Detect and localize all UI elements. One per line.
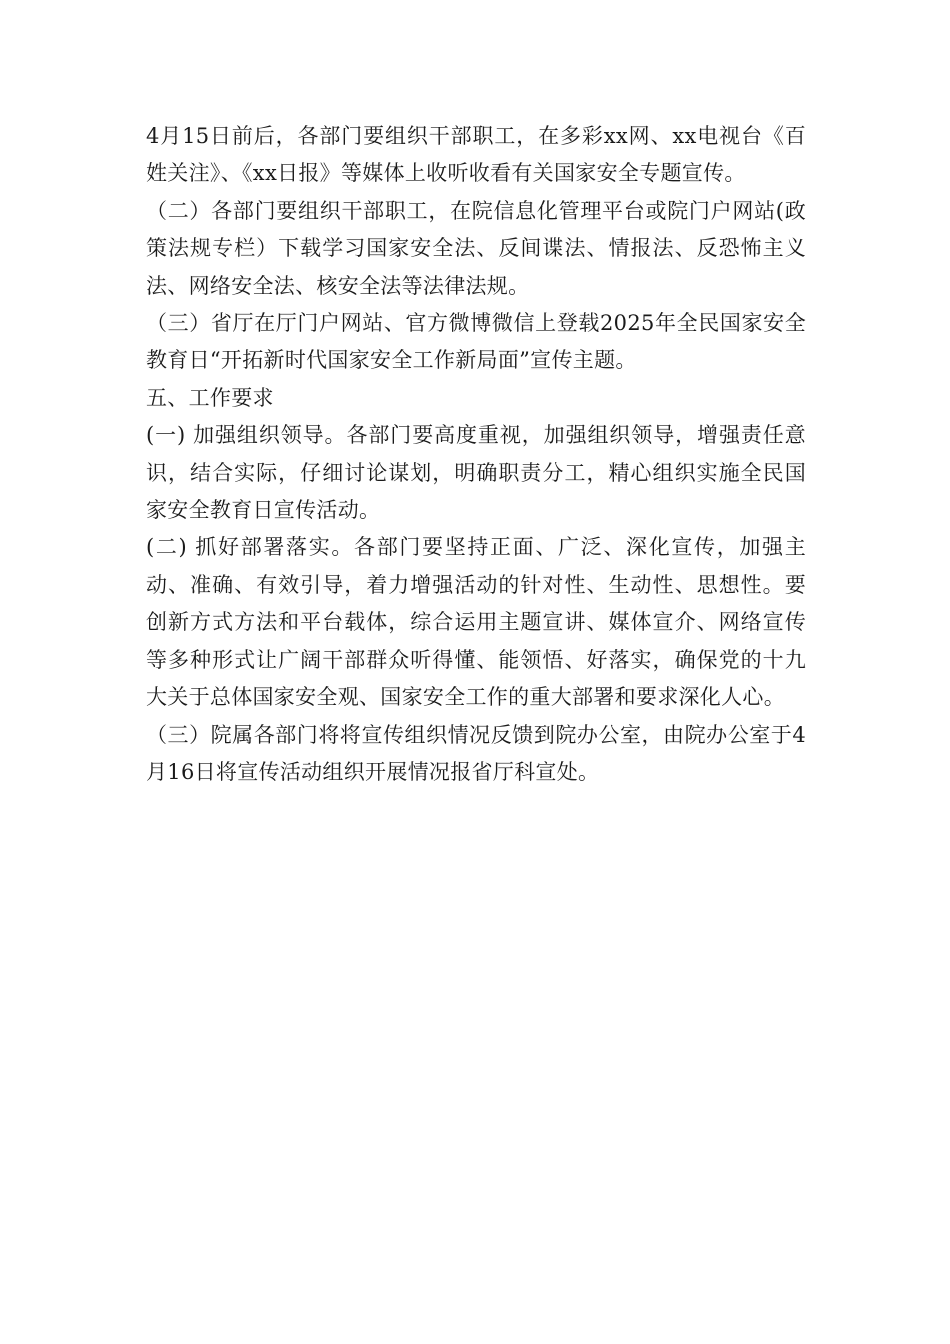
paragraph-website-theme: （三）省厅在厅门户网站、官方微博微信上登载2025年全民国家安全教育日“开拓新时代国家安全工作新局面”宣传主题。 [146,311,806,373]
paragraph-implementation: (二) 抓好部署落实。各部门要坚持正面、广泛、深化宣传，加强主动、准确、有效引导，着力增强活动的针对性、生动性、思想性。要创新方式方法和平台载体，综合运用主题宣讲、媒体宣介、网络宣传等多种形式让广阔干部群众听得懂、能领悟、好落实，确保党的十九大关于总体国家安全观、国家安全工作的重大部署和要求深化人心。 [146,535,806,710]
paragraph-media-viewing: 4月15日前后，各部门要组织干部职工，在多彩xx网、xx电视台《百姓关注》、《xx日报》等媒体上收听收看有关国家安全专题宣传。 [146,124,806,186]
paragraph-feedback: （三）院属各部门将将宣传组织情况反馈到院办公室，由院办公室于4月16日将宣传活动组织开展情况报省厅科宣处。 [146,722,806,784]
paragraph-strengthen-leadership: (一) 加强组织领导。各部门要高度重视，加强组织领导，增强责任意识，结合实际，仔细讨论谋划，明确职责分工，精心组织实施全民国家安全教育日宣传活动。 [146,423,806,523]
document-body [146,118,806,791]
paragraph-law-study: （二）各部门要组织干部职工，在院信息化管理平台或院门户网站(政策法规专栏）下载学习国家安全法、反间谍法、情报法、反恐怖主义法、网络安全法、核安全法等法律法规。 [146,198,806,298]
section-heading-work-requirements: 五、工作要求 [146,385,274,410]
